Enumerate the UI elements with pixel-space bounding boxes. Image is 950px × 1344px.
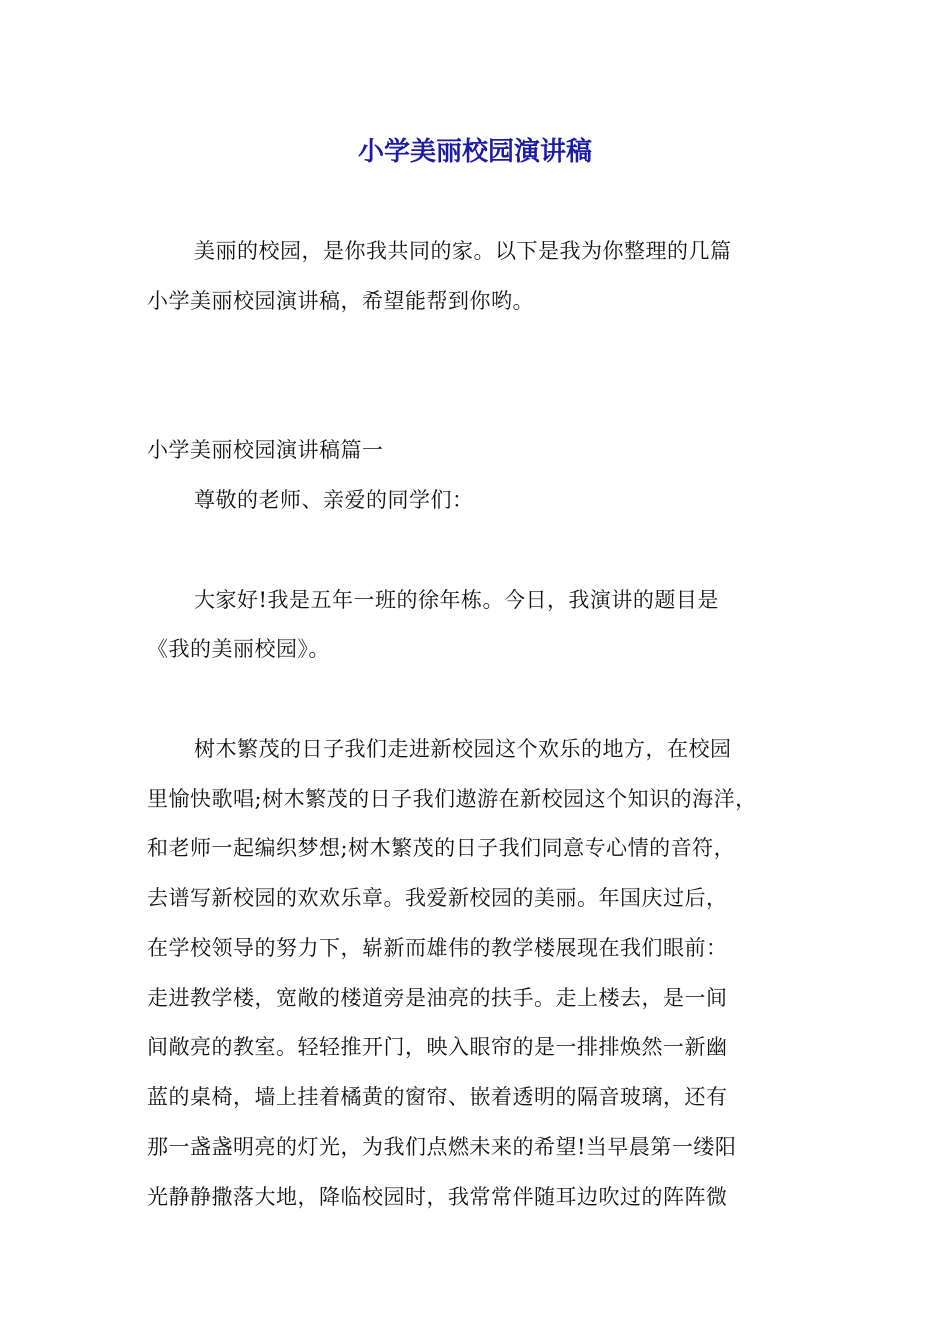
body-line-6: 走进教学楼，宽敞的楼道旁是油亮的扶手。走上楼去，是一间	[147, 986, 728, 1010]
salutation: 尊敬的老师、亲爱的同学们：	[194, 488, 474, 512]
intro-line-1: 美丽的校园，是你我共同的家。以下是我为你整理的几篇	[194, 239, 732, 263]
body-line-9: 那一盏盏明亮的灯光，为我们点燃未来的希望!当早晨第一缕阳	[147, 1135, 737, 1159]
opening-line-2: 《我的美丽校园》。	[147, 637, 330, 661]
section-heading: 小学美丽校园演讲稿篇一	[147, 438, 384, 462]
body-line-1: 树木繁茂的日子我们走进新校园这个欢乐的地方，在校园	[194, 737, 732, 761]
body-line-2: 里愉快歌唱;树木繁茂的日子我们遨游在新校园这个知识的海洋，	[147, 787, 757, 811]
body-line-8: 蓝的桌椅，墙上挂着橘黄的窗帘、嵌着透明的隔音玻璃，还有	[147, 1085, 728, 1109]
body-line-3: 和老师一起编织梦想;树木繁茂的日子我们同意专心情的音符，	[147, 836, 736, 860]
opening-line-1: 大家好!我是五年一班的徐年栋。今日，我演讲的题目是	[194, 588, 719, 612]
body-line-4: 去谱写新校园的欢欢乐章。我爱新校园的美丽。年国庆过后，	[147, 886, 728, 910]
body-line-5: 在学校领导的努力下，崭新而雄伟的教学楼展现在我们眼前：	[147, 936, 728, 960]
body-line-7: 间敞亮的教室。轻轻推开门，映入眼帘的是一排排焕然一新幽	[147, 1035, 728, 1059]
document-title: 小学美丽校园演讲稿	[357, 137, 592, 167]
body-line-10: 光静静撒落大地，降临校园时，我常常伴随耳边吹过的阵阵微	[147, 1185, 728, 1209]
intro-line-2: 小学美丽校园演讲稿，希望能帮到你哟。	[147, 289, 534, 313]
